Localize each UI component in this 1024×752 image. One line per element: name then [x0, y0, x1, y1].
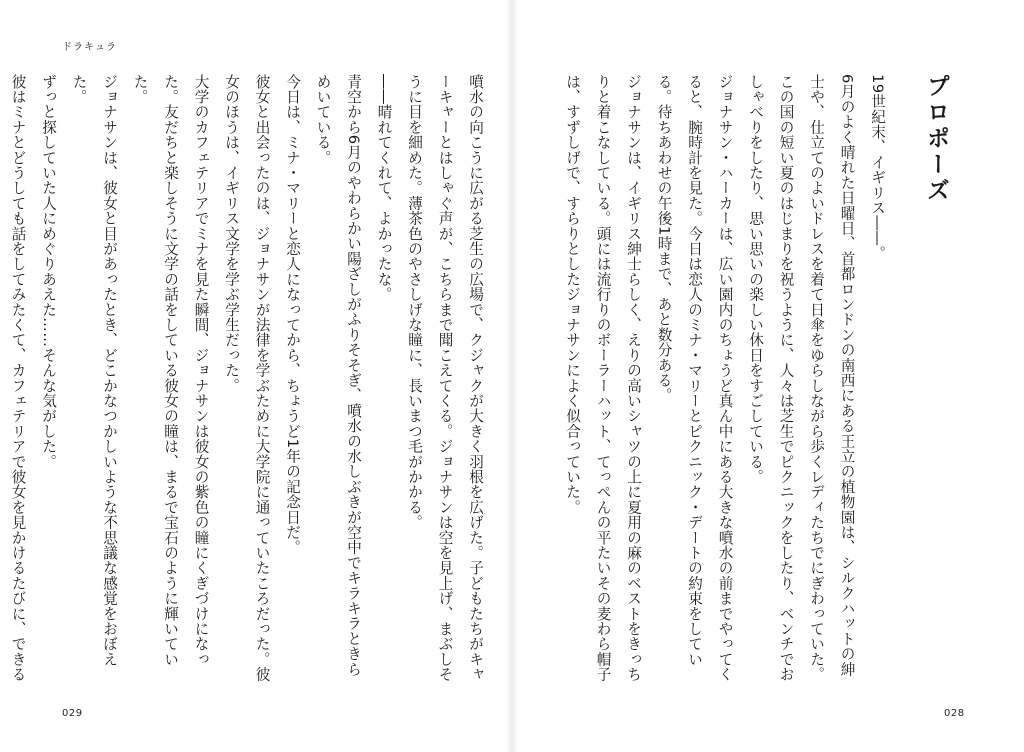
paragraph: 今日は、ミナ・マリーと恋人になってから、ちょうど1年の記念日だ。 — [284, 74, 301, 556]
paragraph: 青空から6月のやわらかい陽ざしがふりそそぎ、噴水の水しぶきが空中でキラキラときらめいている。 — [314, 74, 362, 677]
paragraph: 大学のカフェテリアでミナを見た瞬間、ジョナサンは彼女の紫色の瞳にくぎづけになった。友だちと楽しそうに文学の話をしている彼女の瞳は、まるで宝石のように輝いていた。 — [131, 74, 210, 667]
paragraph: ジョナサンは、彼女と目があったとき、どこかなつかしいような不思議な感覚をおぼえた。 — [70, 74, 118, 667]
paragraph: 彼女と出会ったのは、ジョナサンが法律を学ぶために大学院に通っていたころだった。彼女のほうは、イギリス文学を学ぶ学生だった。 — [223, 74, 271, 682]
page-number-right: 028 — [944, 708, 965, 719]
paragraph: 19世紀末、イギリス――。 — [869, 74, 886, 261]
paragraph: 噴水の向こうに広がる芝生の広場で、クジャクが大きく羽根を広げた。子どもたちがキャーキャーとはしゃぐ声が、こちらまで聞こえてくる。ジョナサンは空を見上げ、まぶしそうに目を細めた。薄茶色のやさしげな瞳に、長いまつ毛がかかる。 — [406, 74, 484, 682]
book-gutter — [506, 0, 518, 752]
page-number-left: 029 — [62, 708, 83, 719]
paragraph: 6月のよく晴れた日曜日、首都ロンドンの南西にある王立の植物園は、シルクハットの紳士や、仕立てのよいドレスを着て日傘をゆらしながら歩くレディたちでにぎわっていた。この国の短い夏のはじまりを祝うように、人々は芝生でピクニックをしたり、ベンチでおしゃべりをしたり、思い思いの楽しい休日をすごしている。 — [747, 74, 856, 682]
right-page-text — [540, 74, 958, 684]
paragraph: ずっと探していた人にめぐりあえた……そんな気がした。 — [40, 74, 57, 470]
paragraph: ――晴れてくれて、よかったな。 — [375, 74, 393, 302]
paragraph: 彼はミナとどうしても話をしてみたくて、カフェテリアで彼女を見かけるたびに、できる — [9, 74, 27, 682]
running-head: ドラキュラ — [62, 42, 117, 53]
paragraph: ジョナサン・ハーカーは、広い園内のちょうど真ん中にある大きな噴水の前までやってくると、腕時計を見た。今日は恋人のミナ・マリーとピクニック・デートの約束をしている。待ちあわせの午後1時まで、あと数分ある。 — [655, 74, 734, 682]
paragraph: ジョナサンは、イギリス紳士らしく、えりの高いシャツの上に夏用の麻のベストをきっちりと着こなしている。頭には流行りのボーラーハット、てっぺんの平たいその麦わら帽子は、すずしげで、すらりとしたジョナサンによく似合っていた。 — [564, 74, 642, 682]
chapter-title: プロポーズ — [923, 74, 949, 204]
left-page-text — [9, 74, 490, 684]
